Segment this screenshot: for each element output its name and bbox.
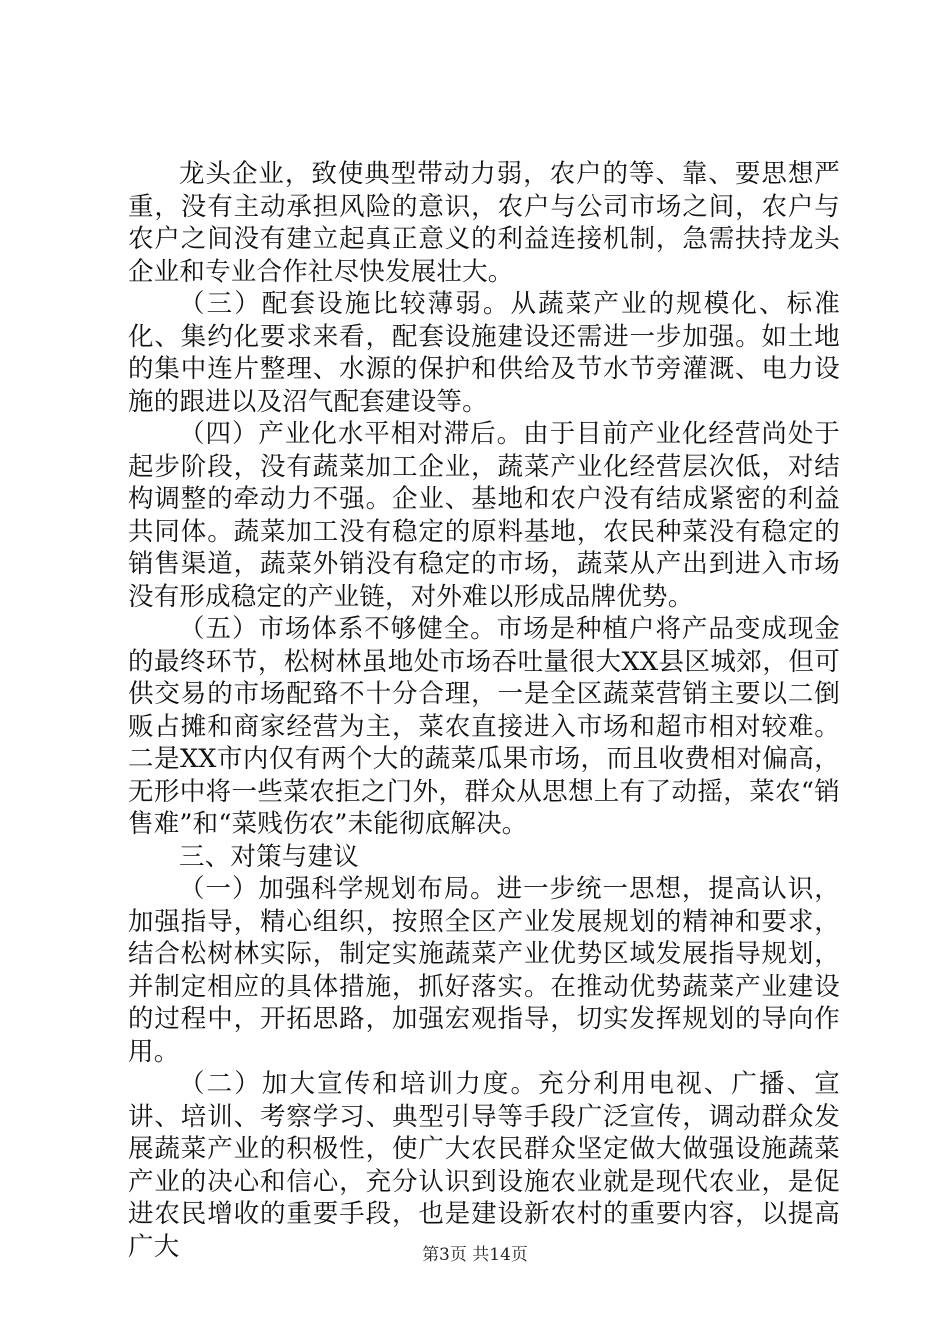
page-footer: 第3页 共14页 (422, 1245, 528, 1265)
paragraph-leading-enterprises: 龙头企业，致使典型带动力弱，农户的等、靠、要思想严重，没有主动承担风险的意识，农户与公司市场之间，农户与农户之间没有建立起真正意义的利益连接机制，急需扶持龙头企业和专业合作社尽快发展壮大。 (128, 159, 840, 287)
paragraph-industrialization-level: （四）产业化水平相对滞后。由于目前产业化经营尚处于起步阶段，没有蔬菜加工企业，蔬菜产业化经营层次低，对结构调整的牵动力不强。企业、基地和农户没有结成紧密的利益共同体。蔬菜加工没有稳定的原料基地，农民种菜没有稳定的销售渠道，蔬菜外销没有稳定的市场，蔬菜从产出到进入市场没有形成稳定的产业链，对外难以形成品牌优势。 (128, 419, 840, 612)
paragraph-scientific-planning: （一）加强科学规划布局。进一步统一思想，提高认识，加强指导，精心组织，按照全区产业发展规划的精神和要求，结合松树林实际，制定实施蔬菜产业优势区域发展指导规划，并制定相应的具体措施，抓好落实。在推动优势蔬菜产业建设的过程中，开拓思路，加强宏观指导，切实发挥规划的导向作用。 (128, 874, 840, 1067)
paragraph-publicity-training: （二）加大宣传和培训力度。充分利用电视、广播、宣讲、培训、考察学习、典型引导等手段广泛宣传，调动群众发展蔬菜产业的积极性，使广大农民群众坚定做大做强设施蔬菜产业的决心和信心，充分认识到设施农业就是现代农业，是促进农民增收的重要手段，也是建设新农村的重要内容，以提高广大 (128, 1069, 840, 1262)
paragraph-market-system: （五）市场体系不够健全。市场是种植户将产品变成现金的最终环节，松树林虽地处市场吞吐量很大XX县区城郊，但可供交易的市场配臵不十分合理，一是全区蔬菜营销主要以二倒贩占摊和商家经营为主，菜农直接进入市场和超市相对较难。二是XX市内仅有两个大的蔬菜瓜果市场，而且收费相对偏高，无形中将一些菜农拒之门外，群众从思想上有了动摇，菜农“销售难”和“菜贱伤农”未能彻底解决。 (128, 614, 840, 839)
paragraph-supporting-facilities: （三）配套设施比较薄弱。从蔬菜产业的规模化、标准化、集约化要求来看，配套设施建设还需进一步加强。如土地的集中连片整理、水源的保护和供给及节水节旁灌溉、电力设施的跟进以及沼气配套建设等。 (128, 289, 840, 417)
document-body (128, 158, 840, 1263)
section-heading-countermeasures: 三、对策与建议 (179, 841, 359, 872)
